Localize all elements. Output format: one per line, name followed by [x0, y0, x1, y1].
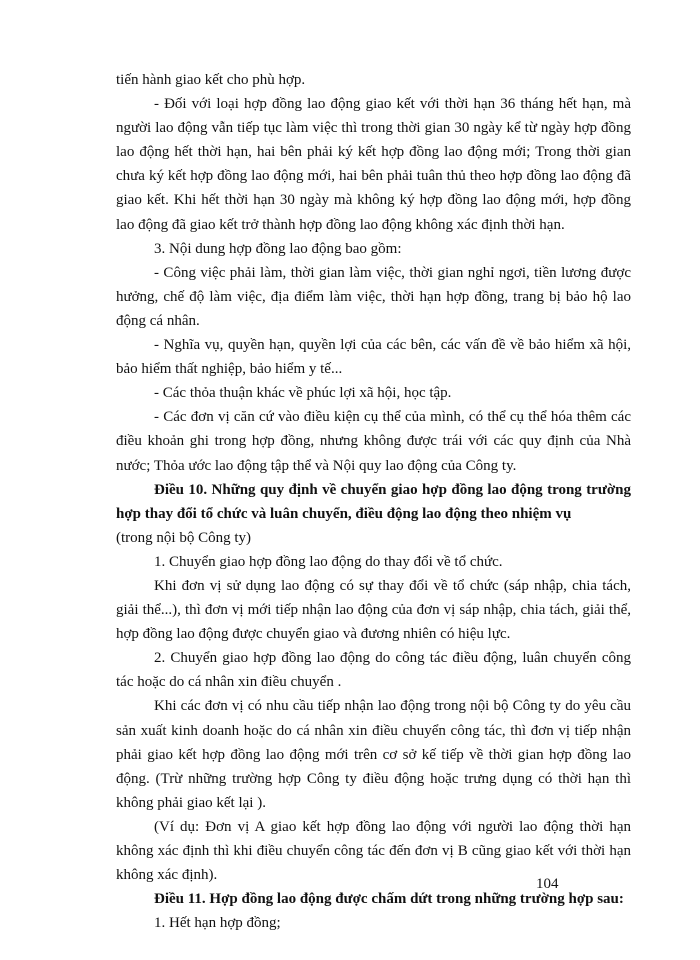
paragraph-unit-specifics: - Các đơn vị căn cứ vào điều kiện cụ thể của mình, có thể cụ thể hóa thêm các điều khoản ghi trong hợp đồng, nhưng không được trái với các quy định của Nhà nước; Thỏa ước lao động tập thể và Nội quy lao động của Công ty.	[116, 409, 631, 474]
paragraph-organization-change: Khi đơn vị sử dụng lao động có sự thay đổi về tổ chức (sáp nhập, chia tách, giải thể...), thì đơn vị mới tiếp nhận lao động của đơn vị sáp nhập, chia tách, giải thể, hợp đồng lao động được chuyển giao và đương nhiên có hiệu lực.	[116, 577, 631, 643]
paragraph-36-month-contract: - Đối với loại hợp đồng lao động giao kết với thời hạn 36 tháng hết hạn, mà người lao động vẫn tiếp tục làm việc thì trong thời gian 30 ngày kể từ ngày hợp đồng lao động hết thời hạn, hai bên phải ký kết hợp đồng lao động mới; Trong thời gian chưa ký kết hợp đồng lao động mới, hai bên phải tuân thủ theo hợp đồng lao động đã giao kết. Khi hết thời hạn 30 ngày mà không ký hợp đồng lao động mới, hợp đồng lao động đã giao kết trở thành hợp đồng lao động không xác định thời hạn.	[116, 96, 631, 233]
article-10-subheading: (trong nội bộ Công ty)	[116, 529, 251, 546]
paragraph-internal-transfer: Khi các đơn vị có nhu cầu tiếp nhận lao động trong nội bộ Công ty do yêu cầu sản xuất kinh doanh hoặc do cá nhân xin điều chuyển công tác, thì đơn vị tiếp nhận phải giao kết hợp đồng lao động mới trên cơ sở kế tiếp về thời gian hợp đồng lao động. (Trừ những trường hợp Công ty điều động hoặc trưng dụng có thời hạn thì không phải giao kết lại ).	[116, 698, 631, 811]
paragraph-obligations: - Nghĩa vụ, quyền hạn, quyền lợi của các bên, các vấn đề về bảo hiểm xã hội, bảo hiểm thất nghiệp, bảo hiểm y tế...	[116, 337, 631, 378]
paragraph-contract-content-heading: 3. Nội dung hợp đồng lao động bao gồm:	[154, 240, 402, 257]
paragraph-transfer-assignment: 2. Chuyển giao hợp đồng lao động do công tác điều động, luân chuyển công tác hoặc do cá nhân xin điều chuyển .	[116, 650, 631, 691]
paragraph-contract-expiry: 1. Hết hạn hợp đồng;	[154, 915, 281, 932]
paragraph-other-agreements: - Các thỏa thuận khác về phúc lợi xã hội, học tập.	[154, 385, 452, 402]
paragraph-transfer-organization: 1. Chuyển giao hợp đồng lao động do thay đổi về tổ chức.	[154, 553, 503, 570]
article-10-heading: Điều 10. Những quy định về chuyển giao hợp đồng lao động trong trường hợp thay đổi tổ chức và luân chuyển, điều động lao động theo nhiệm vụ	[116, 481, 631, 522]
paragraph-work-content: - Công việc phải làm, thời gian làm việc, thời gian nghỉ ngơi, tiền lương được hưởng, chế độ làm việc, địa điểm làm việc, thời hạn hợp đồng, trang bị bảo hộ lao động cá nhân.	[116, 264, 631, 329]
document-page	[116, 68, 631, 935]
article-11-heading: Điều 11. Hợp đồng lao động được chấm dứt trong những trường hợp sau:	[154, 891, 624, 908]
page-number: 104	[536, 876, 559, 892]
paragraph-example: (Ví dụ: Đơn vị A giao kết hợp đồng lao động với người lao động thời hạn không xác định thì khi điều chuyển công tác đến đơn vị B cũng giao kết với thời hạn không xác định).	[116, 818, 631, 884]
paragraph-continuation: tiến hành giao kết cho phù hợp.	[116, 72, 306, 88]
